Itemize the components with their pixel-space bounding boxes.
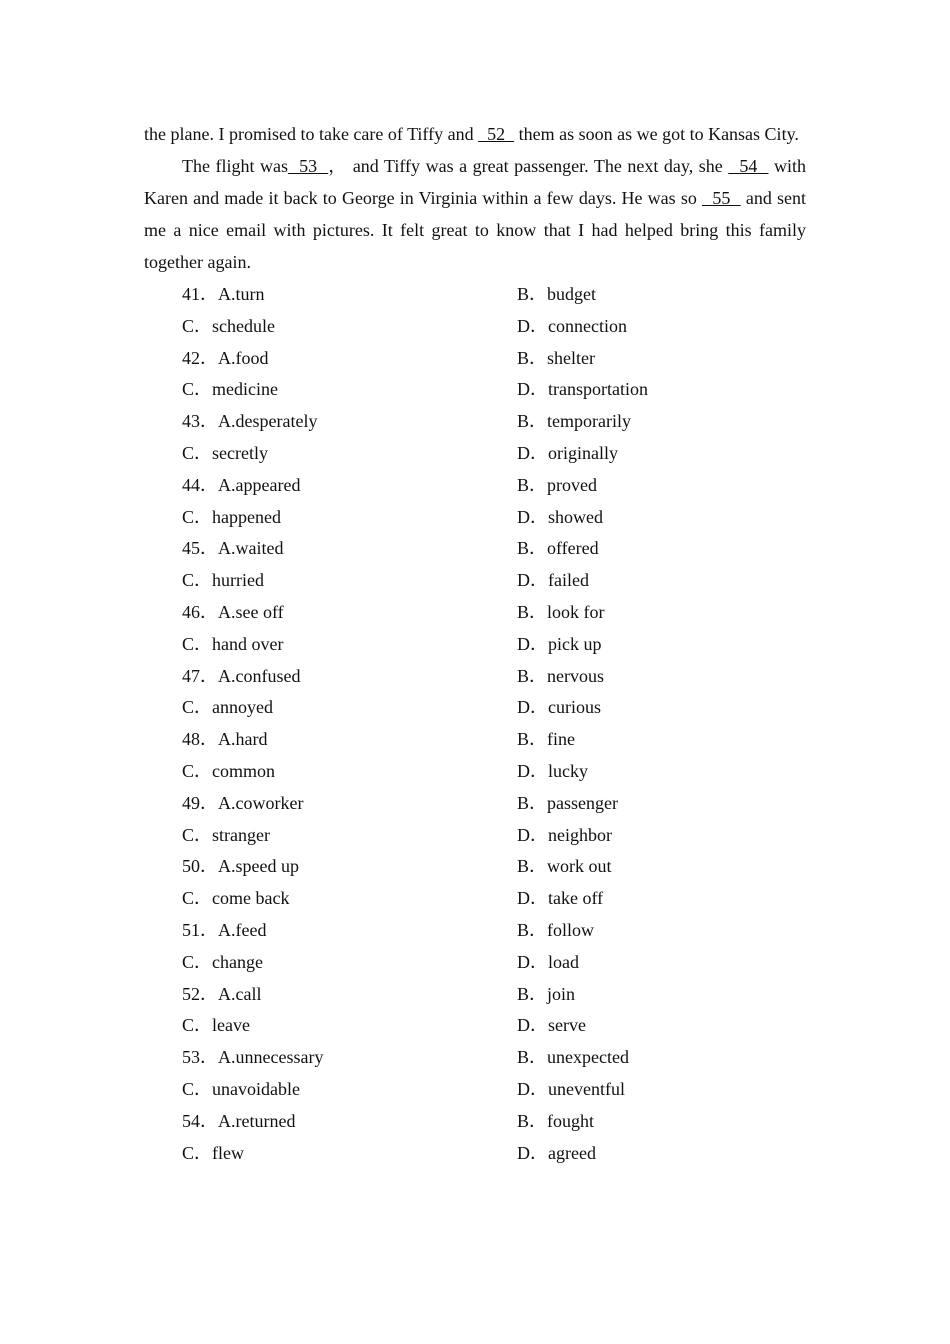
question-number: 45． xyxy=(182,538,218,559)
option-b: B．nervous xyxy=(517,665,604,686)
option-a xyxy=(182,532,283,564)
option-a xyxy=(182,1105,295,1137)
option-a xyxy=(182,469,300,501)
question-row xyxy=(144,723,806,755)
question-row xyxy=(144,1137,806,1169)
option-a xyxy=(182,278,265,310)
question-row xyxy=(144,755,806,787)
question-row xyxy=(144,532,806,564)
option-d: D．failed xyxy=(517,570,589,591)
question-row xyxy=(144,628,806,660)
option-c: C．happened xyxy=(182,506,281,527)
option-c: C．secretly xyxy=(182,442,268,463)
option-c: C．common xyxy=(182,760,275,781)
question-row xyxy=(144,882,806,914)
option-a-text: A.feed xyxy=(218,919,267,940)
question-row xyxy=(144,501,806,533)
option-c: C．flew xyxy=(182,1142,244,1163)
option-b: B．budget xyxy=(517,284,596,304)
option-a xyxy=(182,1041,323,1073)
option-c: C．hand over xyxy=(182,633,284,654)
option-a xyxy=(182,660,300,692)
blank-52: 52 xyxy=(478,124,515,144)
option-a xyxy=(182,596,284,628)
question-row xyxy=(144,405,806,437)
question-row xyxy=(144,278,806,310)
question-row xyxy=(144,978,806,1010)
question-row xyxy=(144,310,806,342)
question-row xyxy=(144,373,806,405)
question-number: 51． xyxy=(182,919,218,940)
question-row xyxy=(144,914,806,946)
option-c: C．annoyed xyxy=(182,697,273,718)
question-row xyxy=(144,787,806,819)
passage-paragraph-1 xyxy=(144,118,806,150)
passage-text: and sent me a nice email with pictures. It felt great to know that I had helped bring this family together again. xyxy=(144,188,807,272)
passage-text: ， and Tiffy was a great passenger. The next day, she xyxy=(328,156,729,176)
option-d: D．showed xyxy=(517,506,603,527)
option-c: C．medicine xyxy=(182,379,278,400)
option-a-text: A.waited xyxy=(218,538,284,559)
blank-53: 53 xyxy=(288,156,329,176)
option-d: D．take off xyxy=(517,888,604,909)
option-a-text: A.hard xyxy=(218,729,268,750)
option-d: D．neighbor xyxy=(517,824,612,845)
question-row xyxy=(144,1073,806,1105)
option-d: D．serve xyxy=(517,1015,586,1036)
passage-text: them as soon as we got to Kansas City. xyxy=(514,124,799,144)
question-number: 52． xyxy=(182,983,218,1004)
question-row xyxy=(144,691,806,723)
option-a xyxy=(182,914,266,946)
option-c: C．schedule xyxy=(182,315,275,336)
option-b: B．unexpected xyxy=(517,1047,629,1068)
option-c: C．stranger xyxy=(182,824,270,845)
question-number: 48． xyxy=(182,729,218,750)
blank-54: 54 xyxy=(728,156,769,176)
passage-text: the plane. I promised to take care of Tiffy and xyxy=(144,124,479,144)
option-a xyxy=(182,723,267,755)
option-a xyxy=(182,787,303,819)
question-row xyxy=(144,819,806,851)
option-d: D．uneventful xyxy=(517,1078,625,1099)
option-d: D．pick up xyxy=(517,633,602,654)
option-d: D．originally xyxy=(517,442,618,463)
question-number: 53． xyxy=(182,1047,218,1068)
question-row xyxy=(144,342,806,374)
option-b: B．shelter xyxy=(517,347,595,368)
option-a-text: A.confused xyxy=(218,665,301,686)
question-row xyxy=(144,660,806,692)
option-a-text: A.appeared xyxy=(218,474,301,495)
option-b: B．proved xyxy=(517,474,597,495)
option-d: D．lucky xyxy=(517,760,588,781)
passage-text: The flight was xyxy=(182,156,289,176)
question-row xyxy=(144,1105,806,1137)
option-b: B．work out xyxy=(517,856,612,877)
option-b: B．join xyxy=(517,983,576,1004)
option-d: D．transportation xyxy=(517,379,648,400)
option-c: C．come back xyxy=(182,888,290,909)
question-number: 50． xyxy=(182,856,218,877)
option-a-text: A.speed up xyxy=(218,856,299,877)
option-d: D．agreed xyxy=(517,1142,596,1163)
option-a-text: A.unnecessary xyxy=(218,1047,324,1068)
option-d: D．curious xyxy=(517,697,601,718)
option-b: B．follow xyxy=(517,919,595,940)
option-a xyxy=(182,342,269,374)
question-number: 42． xyxy=(182,347,218,368)
answer-options xyxy=(144,278,806,1168)
option-d: D．load xyxy=(517,951,579,972)
question-row xyxy=(144,564,806,596)
option-b: B．temporarily xyxy=(517,411,631,432)
option-a-text: A.turn xyxy=(218,284,265,304)
option-b: B．fine xyxy=(517,729,575,750)
blank-55: 55 xyxy=(702,188,741,208)
option-c: C．unavoidable xyxy=(182,1078,300,1099)
question-row xyxy=(144,1041,806,1073)
option-a xyxy=(182,405,317,437)
option-b: B．passenger xyxy=(517,792,618,813)
question-number: 43． xyxy=(182,411,218,432)
option-a-text: A.call xyxy=(218,983,262,1004)
option-a-text: A.desperately xyxy=(218,411,318,432)
option-c: C．hurried xyxy=(182,570,264,591)
option-a-text: A.food xyxy=(218,347,269,368)
question-number: 46． xyxy=(182,601,218,622)
question-row xyxy=(144,1009,806,1041)
option-a xyxy=(182,850,299,882)
question-number: 49． xyxy=(182,792,218,813)
option-a-text: A.returned xyxy=(218,1110,296,1131)
question-row xyxy=(144,946,806,978)
question-number: 44． xyxy=(182,474,218,495)
question-row xyxy=(144,469,806,501)
question-number: 41． xyxy=(182,284,218,304)
passage-text: with Karen and made it back to George in Virginia within a few days. He was so xyxy=(144,156,807,208)
question-number: 47． xyxy=(182,665,218,686)
question-row xyxy=(144,437,806,469)
passage-paragraph-2 xyxy=(144,150,806,278)
option-b: B．fought xyxy=(517,1110,595,1131)
question-row xyxy=(144,850,806,882)
document-page xyxy=(144,118,806,1168)
question-row xyxy=(144,596,806,628)
option-a xyxy=(182,978,261,1010)
option-c: C．change xyxy=(182,951,263,972)
option-a-text: A.see off xyxy=(218,601,284,622)
option-a-text: A.coworker xyxy=(218,792,304,813)
question-number: 54． xyxy=(182,1110,218,1131)
option-b: B．offered xyxy=(517,538,599,559)
option-c: C．leave xyxy=(182,1015,250,1036)
option-b: B．look for xyxy=(517,601,605,622)
option-d: D．connection xyxy=(517,315,627,336)
